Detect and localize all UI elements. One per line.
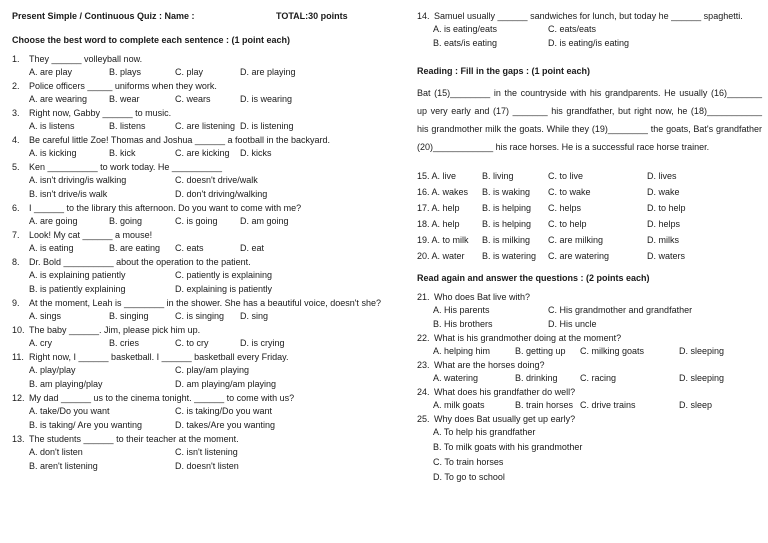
options-row	[12, 446, 386, 460]
option[interactable]: D. explaining is patiently	[175, 284, 273, 294]
option[interactable]: A. is eating/eats	[433, 24, 498, 34]
question-stem	[12, 107, 386, 120]
options-row	[12, 310, 386, 324]
question-stem	[12, 80, 386, 93]
question-item	[12, 351, 386, 392]
option[interactable]: A. watering	[433, 373, 479, 383]
option[interactable]: A. are going	[29, 216, 78, 226]
option[interactable]: C. eats/eats	[548, 24, 597, 34]
question-number: 1.	[12, 54, 20, 64]
option[interactable]: C. isn't listening	[175, 447, 238, 457]
reading-question-list	[417, 291, 762, 486]
option[interactable]: A. milk goats	[433, 400, 485, 410]
gap-option[interactable]: B. is milking	[482, 235, 531, 245]
option[interactable]: A. don't listen	[29, 447, 83, 457]
gap-option[interactable]: C. are milking	[548, 235, 604, 245]
gap-option[interactable]: D. helps	[647, 219, 681, 229]
option[interactable]: A. are play	[29, 67, 73, 77]
option[interactable]: D. is wearing	[240, 94, 293, 104]
gap-option-row	[417, 218, 762, 234]
option[interactable]: A. take/Do you want	[29, 406, 110, 416]
option[interactable]: C. milking goats	[580, 346, 645, 356]
question-item	[12, 80, 386, 107]
option[interactable]: D. are playing	[240, 67, 296, 77]
question-stem	[12, 202, 386, 215]
option[interactable]: B. cries	[109, 338, 140, 348]
option[interactable]: B. To milk goats with his grandmother	[433, 442, 583, 452]
question-item	[12, 202, 386, 229]
gap-option-row	[417, 186, 762, 202]
question-number: 7.	[12, 230, 20, 240]
question-stem	[12, 392, 386, 405]
option[interactable]: B. isn't drive/is walk	[29, 189, 108, 199]
question-text: What does his grandfather do well?	[434, 387, 576, 397]
options-row	[417, 345, 762, 359]
question-text: The baby ______. Jim, please pick him up.	[29, 325, 201, 335]
option[interactable]: A. To help his grandfather	[433, 427, 536, 437]
option[interactable]: B. listens	[109, 121, 146, 131]
gap-option[interactable]: 18. A. help	[417, 219, 460, 229]
option[interactable]: C. doesn't drive/walk	[175, 175, 258, 185]
question-text: Who does Bat live with?	[434, 292, 531, 302]
gap-option[interactable]: B. is helping	[482, 203, 532, 213]
option[interactable]: B. am playing/play	[29, 379, 103, 389]
question-item	[417, 359, 762, 386]
left-column	[12, 10, 386, 474]
gap-option[interactable]: B. is waking	[482, 187, 531, 197]
option[interactable]: D. is crying	[240, 338, 285, 348]
option[interactable]: B. train horses	[515, 400, 574, 410]
question-text: The students ______ to their teacher at the moment.	[29, 434, 239, 444]
question-text: Why does Bat usually get up early?	[434, 414, 576, 424]
gap-option[interactable]: D. milks	[647, 235, 679, 245]
gap-option-row	[417, 234, 762, 250]
option[interactable]: D. don't driving/walking	[175, 189, 268, 199]
question-stem	[12, 53, 386, 66]
option[interactable]: D. sleeping	[679, 373, 725, 383]
option[interactable]: C. play/am playing	[175, 365, 250, 375]
question-item	[417, 413, 762, 486]
question-text: What are the horses doing?	[434, 360, 545, 370]
question-stem	[417, 10, 762, 23]
question-stem	[417, 332, 762, 345]
gap-option[interactable]: D. wake	[647, 187, 680, 197]
question-text: Ken __________ to work today. He __________	[29, 162, 222, 172]
reading-passage: Bat (15)________ in the countryside with his grandparents. He usually (16)_______ up very early and (17) _______ his grandfather, but right now, he (18)___________ his grandmother milk the goats. While they (19)________ the goats, Bat's grandfather (20)____________ his race horses. He is a successful race horse trainer.	[417, 88, 762, 152]
option[interactable]: A. is kicking	[29, 148, 77, 158]
gap-option[interactable]: D. to help	[647, 203, 686, 213]
right-column	[417, 10, 762, 486]
option[interactable]: D. am playing/am playing	[175, 379, 277, 389]
question-item	[12, 107, 386, 134]
gap-option[interactable]: B. is helping	[482, 219, 532, 229]
gap-option[interactable]: 15. A. live	[417, 171, 457, 181]
option[interactable]: C. is going	[175, 216, 218, 226]
question-number: 9.	[12, 298, 20, 308]
question-item	[12, 256, 386, 297]
question-number: 6.	[12, 203, 20, 213]
options-row	[12, 337, 386, 351]
option[interactable]: C. is taking/Do you want	[175, 406, 273, 416]
option[interactable]: C. are listening	[175, 121, 236, 131]
question-item	[12, 297, 386, 324]
question-number: 4.	[12, 135, 20, 145]
question-stem	[12, 229, 386, 242]
option[interactable]: B. going	[109, 216, 143, 226]
question-stem	[417, 291, 762, 304]
question-text: Samuel usually ______ sandwiches for lunch, but today he ______ spaghetti.	[434, 11, 743, 21]
option[interactable]: B. kick	[109, 148, 136, 158]
question-item	[417, 291, 762, 332]
question-text: Dr. Bold __________ about the operation to the patient.	[29, 257, 251, 267]
question-number: 11.	[12, 352, 24, 362]
question-text: I ______ to the library this afternoon. Do you want to come with me?	[29, 203, 302, 213]
option[interactable]: C. play	[175, 67, 204, 77]
gap-option[interactable]: C. helps	[548, 203, 582, 213]
option[interactable]: A. His parents	[433, 305, 490, 315]
question-number: 14.	[417, 11, 430, 21]
question-number: 25.	[417, 414, 430, 424]
question-number: 3.	[12, 108, 20, 118]
question-item	[12, 392, 386, 433]
gap-option[interactable]: B. living	[482, 171, 514, 181]
options-row	[417, 399, 762, 413]
gap-options-grid	[417, 170, 762, 266]
question-item	[12, 229, 386, 256]
option[interactable]: D. sing	[240, 311, 269, 321]
question-stem	[12, 433, 386, 446]
options-row	[12, 242, 386, 256]
gap-option[interactable]: B. is watering	[482, 251, 537, 261]
option[interactable]: C. is singing	[175, 311, 225, 321]
options-row	[417, 304, 762, 318]
question-stem	[417, 386, 762, 399]
option[interactable]: C. wears	[175, 94, 211, 104]
option[interactable]: A. is explaining patiently	[29, 270, 126, 280]
reading2-title: Read again and answer the questions : (2 points each)	[417, 273, 650, 283]
option[interactable]: D. sleep	[679, 400, 713, 410]
question-item	[12, 53, 386, 80]
option[interactable]: C. eats	[175, 243, 204, 253]
gap-option[interactable]: 17. A. help	[417, 203, 460, 213]
quiz-header	[12, 10, 386, 25]
options-row	[12, 378, 386, 392]
question-number: 22.	[417, 333, 430, 343]
options-row	[12, 419, 386, 433]
option[interactable]: B. eats/is eating	[433, 38, 498, 48]
option[interactable]: B. is taking/ Are you wanting	[29, 420, 143, 430]
question-number: 2.	[12, 81, 20, 91]
options-row	[12, 93, 386, 107]
question-14	[417, 10, 762, 51]
options-row	[417, 318, 762, 332]
question-text: Be careful little Zoe! Thomas and Joshua ______ a football in the backyard.	[29, 135, 331, 145]
option[interactable]: B. wear	[109, 94, 140, 104]
question-stem	[12, 351, 386, 364]
option[interactable]: D. doesn't listen	[175, 461, 239, 471]
instructions: Choose the best word to complete each sentence : (1 point each)	[12, 35, 291, 45]
option[interactable]: B. His brothers	[433, 319, 493, 329]
question-text: Right now, Gabby ______ to music.	[29, 108, 172, 118]
option[interactable]: C. are kicking	[175, 148, 230, 158]
option[interactable]: A. is listens	[29, 121, 75, 131]
option[interactable]: D. is listening	[240, 121, 294, 131]
question-text: Look! My cat ______ a mouse!	[29, 230, 153, 240]
option[interactable]: B. aren't listening	[29, 461, 98, 471]
gap-option[interactable]: D. waters	[647, 251, 686, 261]
question-item	[12, 433, 386, 474]
question-stem	[12, 256, 386, 269]
option[interactable]: A. cry	[29, 338, 53, 348]
option[interactable]: C. drive trains	[580, 400, 636, 410]
gap-option[interactable]: C. are watering	[548, 251, 610, 261]
question-text: They ______ volleyball now.	[29, 54, 143, 64]
option[interactable]: B. drinking	[515, 373, 558, 383]
gap-option[interactable]: 20. A. water	[417, 251, 465, 261]
gap-option-row	[417, 170, 762, 186]
option[interactable]: C. to cry	[175, 338, 209, 348]
question-stem	[12, 161, 386, 174]
option[interactable]: A. sings	[29, 311, 62, 321]
option[interactable]: A. are wearing	[29, 94, 88, 104]
options-row	[12, 405, 386, 419]
options-row	[417, 372, 762, 386]
option[interactable]: C. To train horses	[433, 457, 504, 467]
option[interactable]: B. getting up	[515, 346, 566, 356]
option[interactable]: D. kicks	[240, 148, 272, 158]
option[interactable]: D. takes/Are you wanting	[175, 420, 276, 430]
question-number: 13.	[12, 434, 25, 444]
question-number: 24.	[417, 387, 430, 397]
option[interactable]: A. is eating	[29, 243, 74, 253]
option[interactable]: D. eat	[240, 243, 265, 253]
option[interactable]: D. is eating/is eating	[548, 38, 630, 48]
options-row	[12, 460, 386, 474]
gap-option-row	[417, 250, 762, 266]
question-item	[417, 386, 762, 413]
question-text: My dad ______ us to the cinema tonight. ______ to come with us?	[29, 393, 295, 403]
question-number: 10.	[12, 325, 25, 335]
question-number: 12.	[12, 393, 25, 403]
question-number: 23.	[417, 360, 430, 370]
option[interactable]: A. play/play	[29, 365, 76, 375]
question-stem	[12, 134, 386, 147]
question-text: Police officers _____ uniforms when they work.	[29, 81, 217, 91]
reading-title: Reading : Fill in the gaps : (1 point each)	[417, 66, 591, 76]
question-stem	[12, 324, 386, 337]
question-item	[417, 332, 762, 359]
option[interactable]: A. isn't driving/is walking	[29, 175, 127, 185]
option[interactable]: B. singing	[109, 311, 149, 321]
option[interactable]: C. racing	[580, 373, 617, 383]
question-text: Right now, I ______ basketball. I ______ basketball every Friday.	[29, 352, 289, 362]
option[interactable]: D. am going	[240, 216, 289, 226]
quiz-total: TOTAL:30 points	[276, 11, 348, 21]
gap-option-row	[417, 202, 762, 218]
options-row	[417, 426, 762, 441]
question-stem	[417, 413, 762, 426]
options-row	[12, 174, 386, 188]
quiz-title: Present Simple / Continuous Quiz : Name :	[12, 11, 195, 21]
options-row	[417, 441, 762, 456]
options-row	[12, 147, 386, 161]
gap-option[interactable]: 19. A. to milk	[417, 235, 469, 245]
options-row	[417, 23, 762, 37]
options-row	[12, 188, 386, 202]
options-row	[417, 471, 762, 486]
question-list	[12, 53, 386, 474]
question-item	[417, 10, 762, 51]
question-item	[12, 324, 386, 351]
options-row	[12, 364, 386, 378]
option[interactable]: C. patiently is explaining	[175, 270, 273, 280]
option[interactable]: D. sleeping	[679, 346, 725, 356]
option[interactable]: B. plays	[109, 67, 142, 77]
options-row	[417, 456, 762, 471]
option[interactable]: B. are eating	[109, 243, 161, 253]
options-row	[417, 37, 762, 51]
question-stem	[417, 359, 762, 372]
question-item	[12, 134, 386, 161]
gap-option[interactable]: 16. A. wakes	[417, 187, 469, 197]
options-row	[12, 120, 386, 134]
gap-option[interactable]: C. to help	[548, 219, 587, 229]
question-text: What is his grandmother doing at the moment?	[434, 333, 622, 343]
question-stem	[12, 297, 386, 310]
question-number: 21.	[417, 292, 430, 302]
option[interactable]: D. To go to school	[433, 472, 505, 482]
options-row	[12, 283, 386, 297]
gap-option[interactable]: D. lives	[647, 171, 677, 181]
options-row	[12, 215, 386, 229]
gap-option[interactable]: C. to wake	[548, 187, 591, 197]
option[interactable]: B. is patiently explaining	[29, 284, 126, 294]
option[interactable]: A. helping him	[433, 346, 491, 356]
gap-option[interactable]: C. to live	[548, 171, 584, 181]
option[interactable]: C. His grandmother and grandfather	[548, 305, 693, 315]
option[interactable]: D. His uncle	[548, 319, 597, 329]
question-number: 5.	[12, 162, 20, 172]
question-number: 8.	[12, 257, 20, 267]
options-row	[12, 269, 386, 283]
question-text: At the moment, Leah is ________ in the shower. She has a beautiful voice, doesn't she?	[29, 298, 381, 308]
options-row	[12, 66, 386, 80]
question-item	[12, 161, 386, 202]
